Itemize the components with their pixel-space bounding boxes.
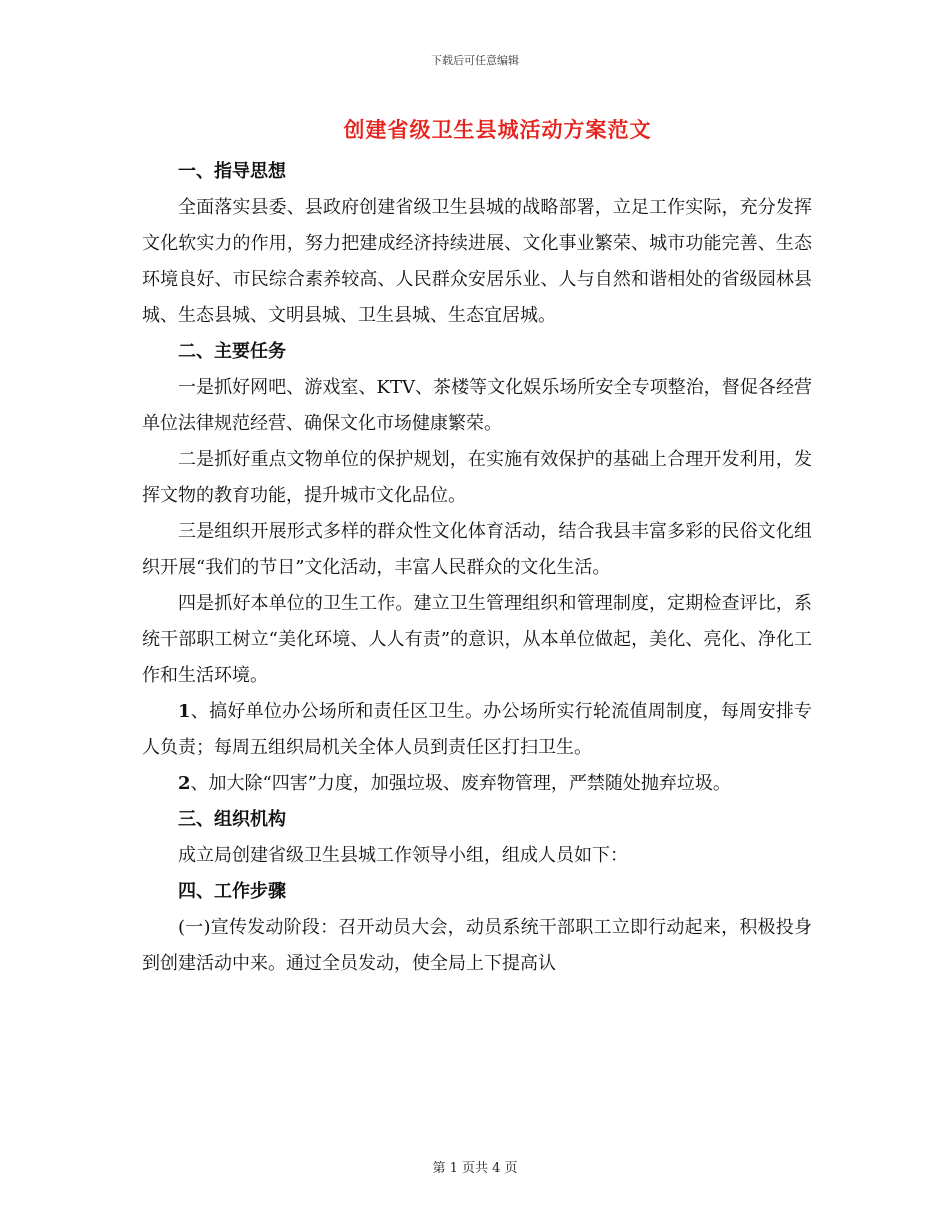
- paragraph: 一是抓好网吧、游戏室、KTV、茶楼等文化娱乐场所安全专项整治，督促各经营单位法律规范经营、确保文化市场健康繁荣。: [142, 377, 812, 434]
- page-footer: 第 1 页共 4 页: [432, 1161, 518, 1176]
- paragraph: 三是组织开展形式多样的群众性文化体育活动，结合我县丰富多彩的民俗文化组织开展“我们的节日”文化活动，丰富人民群众的文化生活。: [142, 521, 812, 578]
- paragraph: 二是抓好重点文物单位的保护规划，在实施有效保护的基础上合理开发利用，发挥文物的教育功能，提升城市文化品位。: [142, 449, 812, 506]
- page-header: 下载后可任意编辑: [431, 54, 519, 67]
- document-body: [142, 154, 812, 982]
- list-item-text: 、加大除“四害”力度，加强垃圾、废弃物管理，严禁随处抛弃垃圾。: [190, 773, 731, 794]
- paragraph: 全面落实县委、县政府创建省级卫生县城的战略部署，立足工作实际，充分发挥文化软实力的作用，努力把建成经济持续进展、文化事业繁荣、城市功能完善、生态环境良好、市民综合素养较高、人民群众安居乐业、人与自然和谐相处的省级园林县城、生态县城、文明县城、卫生县城、生态宜居城。: [142, 197, 812, 326]
- list-item: [142, 694, 812, 766]
- paragraph: 四是抓好本单位的卫生工作。建立卫生管理组织和管理制度，定期检查评比，系统干部职工树立“美化环境、人人有责”的意识，从本单位做起，美化、亮化、净化工作和生活环境。: [142, 593, 812, 686]
- document-title: 创建省级卫生县城活动方案范文: [343, 118, 652, 142]
- section-heading-2: 二、主要任务: [178, 341, 286, 362]
- section-heading-3: 三、组织机构: [178, 809, 286, 830]
- section-heading-1: 一、指导思想: [178, 161, 286, 182]
- paragraph: (一)宣传发动阶段：召开动员大会，动员系统干部职工立即行动起来，积极投身到创建活动中来。通过全员发动，使全局上下提高认: [142, 917, 812, 974]
- list-item: [142, 766, 812, 802]
- section-heading-4: 四、工作步骤: [178, 881, 286, 902]
- list-item-text: 、搞好单位办公场所和责任区卫生。办公场所实行轮流值周制度，每周安排专人负责；每周五组织局机关全体人员到责任区打扫卫生。: [142, 701, 812, 758]
- list-item-number: 2: [178, 773, 191, 794]
- list-item-number: 1: [178, 701, 191, 722]
- paragraph: 成立局创建省级卫生县城工作领导小组，组成人员如下：: [178, 845, 628, 866]
